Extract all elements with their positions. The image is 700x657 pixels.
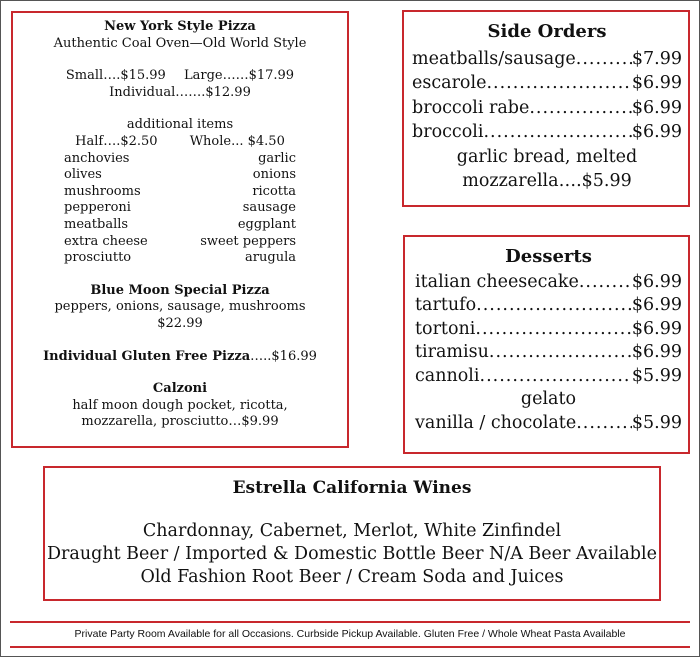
gluten-free-name: Individual Gluten Free Pizza: [43, 348, 251, 364]
desserts-heading: Desserts: [505, 246, 592, 267]
item-name: cannoli: [415, 365, 480, 386]
item-price: $7.99: [631, 48, 682, 69]
half-topping-price: Half….$2.50: [75, 133, 158, 149]
menu-item: [412, 71, 682, 96]
soda-list: Old Fashion Root Beer / Cream Soda and Juices: [140, 567, 564, 587]
pizza-individual-price: Individual…….$12.99: [109, 84, 251, 100]
footer-top-rule: [10, 621, 690, 623]
item-price: $5.99: [631, 412, 682, 433]
list-item: [64, 167, 296, 184]
topping: arugula: [245, 250, 296, 266]
pizza-sizes: [13, 68, 347, 85]
gelato-label: gelato: [520, 389, 577, 409]
additional-items-heading: additional items: [126, 117, 234, 133]
list-item: [64, 200, 296, 217]
topping: olives: [64, 167, 102, 183]
item-name: vanilla / chocolate: [415, 412, 577, 433]
topping: ricotta: [252, 183, 296, 199]
item-name: broccoli rabe: [412, 97, 530, 118]
item-price: $6.99: [631, 73, 682, 93]
pizza-small-price: Small….$15.99: [65, 68, 166, 84]
item-name: italian cheesecake: [415, 271, 579, 292]
beer-list: Draught Beer / Imported & Domestic Bottle Beer N/A Beer Available: [47, 544, 657, 564]
list-item: [64, 250, 296, 267]
additional-items-prices: [13, 134, 347, 151]
pizza-large-price: Large……$17.99: [183, 68, 295, 84]
topping: anchovies: [64, 150, 130, 166]
item-price: $6.99: [631, 295, 682, 315]
topping: prosciutto: [64, 250, 132, 266]
menu-item: [415, 365, 682, 389]
gluten-free-price: …..$16.99: [250, 348, 317, 364]
topping: sausage: [242, 200, 296, 216]
menu-item: [412, 96, 682, 121]
menu-item: [415, 318, 682, 342]
item-name: meatballs/sausage: [412, 48, 576, 69]
list-item: [64, 217, 296, 234]
menu-item: [412, 120, 682, 145]
item-name: tiramisu: [415, 342, 489, 362]
item-price: $5.99: [631, 365, 682, 386]
topping: extra cheese: [64, 233, 148, 249]
menu-item: [412, 47, 682, 72]
pizza-section: [11, 11, 349, 448]
item-price: $6.99: [631, 318, 682, 339]
menu-item: [415, 412, 682, 436]
menu-item: [415, 271, 682, 295]
footer-text: Private Party Room Available for all Occasions. Curbside Pickup Available. Gluten Free / Whole Wheat Pasta Available: [74, 628, 626, 640]
item-price: $6.99: [631, 97, 682, 118]
garlic-bread-line2: mozzarella….$5.99: [462, 171, 632, 191]
topping: garlic: [258, 150, 296, 166]
side-orders-heading: Side Orders: [487, 21, 607, 42]
topping: pepperoni: [64, 200, 131, 216]
topping: onions: [252, 167, 296, 183]
list-item: [64, 184, 296, 201]
list-item: [64, 234, 296, 251]
desserts-section: [403, 235, 690, 454]
pizza-title: New York Style Pizza: [104, 19, 256, 34]
wines-section: [43, 466, 661, 601]
item-name: tortoni: [415, 318, 476, 339]
side-orders-section: [402, 10, 690, 207]
calzoni-description-price: mozzarella, prosciutto…$9.99: [81, 414, 279, 430]
topping: eggplant: [237, 216, 296, 232]
gluten-free-pizza: [13, 349, 347, 366]
special-pizza-title: Blue Moon Special Pizza: [90, 282, 270, 298]
calzoni-description: half moon dough pocket, ricotta,: [72, 397, 288, 413]
item-name: tartufo: [415, 295, 477, 315]
item-price: $6.99: [631, 271, 682, 292]
menu-item: [415, 341, 682, 365]
menu-item: [415, 294, 682, 318]
item-price: $6.99: [631, 122, 682, 142]
garlic-bread-line1: garlic bread, melted: [456, 146, 638, 167]
topping: sweet peppers: [200, 233, 296, 249]
calzoni-title: Calzoni: [152, 381, 208, 397]
footer-bottom-rule: [10, 646, 690, 648]
wines-heading: Estrella California Wines: [232, 478, 472, 498]
pizza-subtitle: Authentic Coal Oven—Old World Style: [53, 35, 307, 51]
topping: meatballs: [64, 216, 129, 232]
topping: mushrooms: [64, 183, 141, 199]
list-item: [64, 151, 296, 168]
wines-list: Chardonnay, Cabernet, Merlot, White Zinfindel: [142, 521, 562, 541]
item-name: escarole: [412, 73, 487, 93]
special-pizza-price: $22.99: [157, 315, 203, 331]
item-name: broccoli: [412, 122, 484, 142]
toppings-list: [64, 151, 296, 267]
item-price: $6.99: [631, 342, 682, 362]
whole-topping-price: Whole... $4.50: [189, 133, 285, 149]
special-pizza-description: peppers, onions, sausage, mushrooms: [54, 299, 306, 315]
